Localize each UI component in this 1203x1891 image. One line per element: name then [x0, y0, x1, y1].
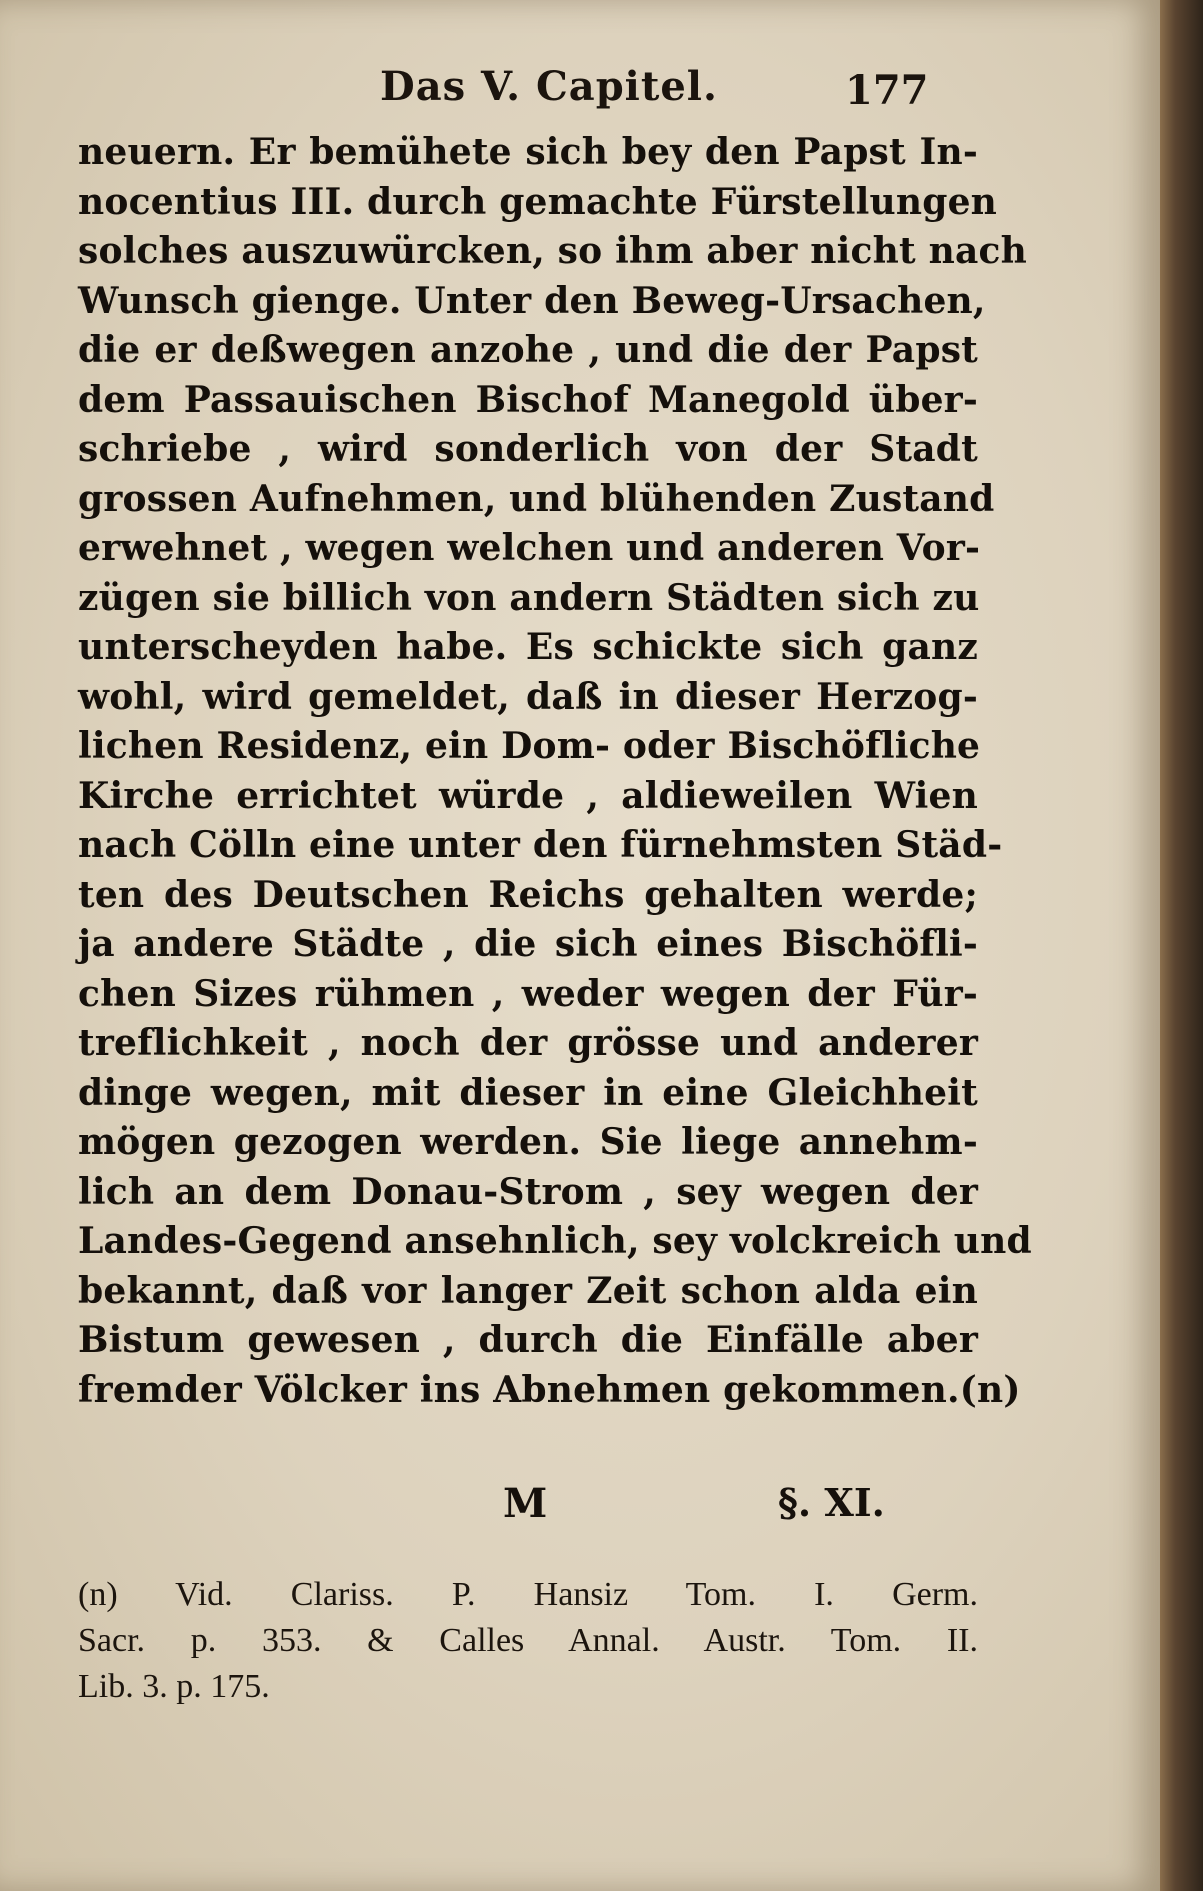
text-line: neuern. Er bemühete sich bey den Papst In-: [78, 131, 978, 173]
page-number: 177: [845, 67, 929, 114]
footnote-line: (n) Vid. Clariss. P. Hansiz Tom. I. Germ.: [78, 1576, 978, 1613]
text-line: nocentius III. durch gemachte Fürstellungen: [78, 180, 998, 223]
text-line: dinge wegen, mit dieser in eine Gleichheit: [78, 1071, 978, 1114]
text-line: wohl, wird gemeldet, daß in dieser Herzog-: [78, 675, 978, 718]
page-footer: [78, 1480, 978, 1540]
text-line: treflichkeit , noch der grösse und anderer: [78, 1022, 978, 1064]
text-line: lichen Residenz, ein Dom- oder Bischöfliche: [78, 725, 981, 767]
footnote-line: Lib. 3. p. 175.: [78, 1668, 270, 1705]
footnote: [78, 1572, 978, 1710]
page-header: [80, 55, 980, 115]
body-text: [78, 128, 1032, 1415]
text-line: Wunsch gienge. Unter den Beweg-Ursachen,: [78, 279, 986, 322]
text-line: ja andere Städte , die sich eines Bischöfli-: [78, 923, 978, 965]
text-line: dem Passauischen Bischof Manegold über-: [78, 378, 978, 421]
text-line: chen Sizes rühmen , weder wegen der Für-: [78, 972, 978, 1015]
text-line: die er deßwegen anzohe , und die der Papst: [78, 329, 978, 371]
text-line: Bistum gewesen , durch die Einfälle aber: [78, 1319, 978, 1361]
text-line: erwehnet , wegen welchen und anderen Vor-: [78, 527, 981, 569]
text-line: ten des Deutschen Reichs gehalten werde;: [78, 873, 978, 916]
page-edge: [1160, 0, 1203, 1891]
text-line: Landes-Gegend ansehnlich, sey volckreich und: [78, 1220, 1032, 1262]
text-line: lich an dem Donau-Strom , sey wegen der: [78, 1170, 978, 1213]
text-line: grossen Aufnehmen, und blühenden Zustand: [78, 477, 995, 520]
footnote-line: Sacr. p. 353. & Calles Annal. Austr. Tom. II.: [78, 1622, 978, 1659]
text-line: zügen sie billich von andern Städten sich zu: [78, 576, 980, 619]
section-signature: §. XI.: [778, 1480, 885, 1525]
text-line: fremder Völcker ins Abnehmen gekommen.(n): [78, 1368, 1021, 1411]
text-line: nach Cölln eine unter den fürnehmsten Städ-: [78, 824, 1003, 866]
text-line: mögen gezogen werden. Sie liege annehm-: [78, 1121, 978, 1163]
running-head: Das V. Capitel.: [380, 63, 718, 110]
text-line: unterscheyden habe. Es schickte sich ganz: [78, 626, 978, 668]
text-line: Kirche errichtet würde , aldieweilen Wien: [78, 774, 978, 817]
text-line: bekannt, daß vor langer Zeit schon alda ein: [78, 1269, 978, 1312]
text-line: solches auszuwürcken, so ihm aber nicht nach: [78, 230, 1027, 272]
text-line: schriebe , wird sonderlich von der Stadt: [78, 428, 978, 470]
catchword: M: [503, 1480, 548, 1527]
